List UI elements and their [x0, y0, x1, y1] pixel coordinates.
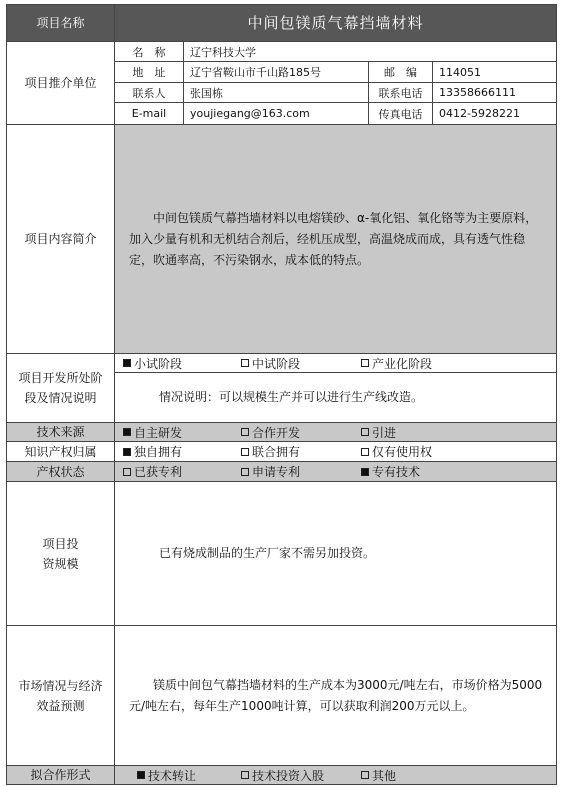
tech-source-label: 技术来源: [36, 425, 85, 439]
recommender-label: 项目推介单位: [24, 76, 97, 90]
intro-label: 项目内容简介: [24, 232, 97, 246]
contact-label: 联系人: [115, 83, 184, 103]
market-label-cell: [7, 626, 115, 766]
intro-label-cell: [7, 125, 115, 354]
option-label: 技术投资入股: [252, 768, 325, 783]
phone-value: 13358666111: [433, 83, 556, 103]
ip-status-options: [115, 462, 556, 482]
option-label: 其他: [372, 768, 397, 783]
option-label: 自主研发: [134, 425, 183, 440]
ip-owner-label-cell: [7, 442, 115, 462]
checkbox-checked-icon[interactable]: [123, 448, 131, 456]
stage-note: 情况说明：可以规模生产并可以进行生产线改造。: [159, 390, 424, 404]
tech-source-option-joint[interactable]: [241, 423, 300, 441]
market-cell: [115, 626, 556, 766]
tech-source-option-self[interactable]: [123, 423, 182, 441]
project-title: 中间包镁质气幕挡墙材料: [247, 14, 424, 32]
checkbox-icon[interactable]: [241, 468, 249, 476]
project-title-cell: [115, 5, 556, 42]
option-label: 已获专利: [134, 465, 183, 479]
stage-note-cell: [115, 373, 556, 423]
cooperation-label: 拟合作形式: [30, 768, 91, 782]
address-label: 地 址: [115, 62, 184, 83]
email-label: E-mail: [115, 103, 184, 125]
ip-owner-option-sole[interactable]: [123, 442, 182, 461]
tech-source-options: [115, 423, 556, 442]
postcode-value: 114051: [433, 62, 556, 83]
market-text: 镁质中间包气幕挡墙材料的生产成本为3000元/吨左右，市场价格为5000元/吨左右，每年生产1000吨计算，可以获取利润200万元以上。: [129, 677, 543, 713]
checkbox-icon[interactable]: [241, 771, 249, 779]
phone-label: 联系电话: [369, 83, 433, 103]
intro-text: 中间包镁质气幕挡墙材料以电熔镁砂、α-氧化铝、氧化铬等为主要原料，加入少量有机和无机结合剂后，经机压成型，高温烧成而成，具有透气性稳定，吹通率高，不污染钢水，成本低的特点。: [129, 210, 538, 267]
project-name-label: 项目名称: [36, 16, 85, 30]
cooperation-options: [115, 766, 556, 784]
ip-status-option-patented[interactable]: [123, 462, 182, 481]
stage-option-industrial[interactable]: [361, 354, 432, 372]
ip-status-label-cell: [7, 462, 115, 482]
option-label: 中试阶段: [252, 356, 301, 371]
option-label: 小试阶段: [134, 356, 183, 371]
ip-status-option-applying[interactable]: [241, 462, 300, 481]
checkbox-icon[interactable]: [361, 428, 369, 436]
project-form: [6, 4, 557, 785]
email-value: youjiegang@163.com: [184, 103, 369, 125]
ip-owner-label: 知识产权归属: [24, 444, 97, 459]
fax-value: 0412-5928221: [433, 103, 556, 125]
market-label: 市场情况与经济效益预测: [18, 678, 103, 713]
ip-owner-option-joint[interactable]: [241, 442, 300, 461]
project-name-label-cell: [7, 5, 115, 42]
checkbox-icon[interactable]: [123, 468, 131, 476]
address-value: 辽宁省鞍山市千山路185号: [184, 62, 369, 83]
checkbox-checked-icon[interactable]: [123, 359, 131, 367]
ip-owner-options: [115, 442, 556, 462]
option-label: 合作开发: [252, 425, 301, 440]
investment-text: 已有烧成制品的生产厂家不需另加投资。: [159, 546, 376, 560]
cooperation-option-other[interactable]: [361, 766, 396, 784]
stage-label-cell: [7, 354, 115, 423]
option-label: 产业化阶段: [372, 356, 433, 371]
investment-cell: [115, 482, 556, 626]
cooperation-option-investment[interactable]: [241, 766, 324, 784]
checkbox-checked-icon[interactable]: [137, 771, 145, 779]
stage-option-small[interactable]: [123, 354, 182, 372]
investment-label-cell: [7, 482, 115, 626]
intro-cell: [115, 125, 556, 354]
checkbox-checked-icon[interactable]: [123, 428, 131, 436]
option-label: 专有技术: [372, 465, 421, 479]
tech-source-option-import[interactable]: [361, 423, 396, 441]
checkbox-icon[interactable]: [361, 359, 369, 367]
checkbox-icon[interactable]: [241, 359, 249, 367]
checkbox-icon[interactable]: [241, 448, 249, 456]
ip-owner-option-use-only[interactable]: [361, 442, 432, 461]
option-label: 独自拥有: [134, 445, 183, 459]
option-label: 技术转让: [148, 768, 197, 783]
cooperation-option-transfer[interactable]: [137, 766, 196, 784]
recommender-label-cell: [7, 42, 115, 125]
ip-status-option-proprietary[interactable]: [361, 462, 420, 481]
postcode-label: 邮 编: [369, 62, 433, 83]
name-value: 辽宁科技大学: [184, 42, 556, 62]
stage-option-pilot[interactable]: [241, 354, 300, 372]
stage-label: 项目开发所处阶段及情况说明: [18, 371, 103, 405]
contact-value: 张国栋: [184, 83, 369, 103]
cooperation-label-cell: [7, 766, 115, 784]
checkbox-icon[interactable]: [361, 448, 369, 456]
tech-source-label-cell: [7, 423, 115, 442]
checkbox-checked-icon[interactable]: [361, 468, 369, 476]
investment-label: 项目投资规模: [42, 536, 79, 571]
checkbox-icon[interactable]: [241, 428, 249, 436]
stage-options: [115, 354, 556, 373]
checkbox-icon[interactable]: [361, 771, 369, 779]
ip-status-label: 产权状态: [36, 464, 85, 479]
option-label: 仅有使用权: [372, 445, 433, 459]
option-label: 引进: [372, 425, 397, 440]
option-label: 申请专利: [252, 465, 301, 479]
option-label: 联合拥有: [252, 445, 301, 459]
name-label: 名 称: [115, 42, 184, 62]
fax-label: 传真电话: [369, 103, 433, 125]
